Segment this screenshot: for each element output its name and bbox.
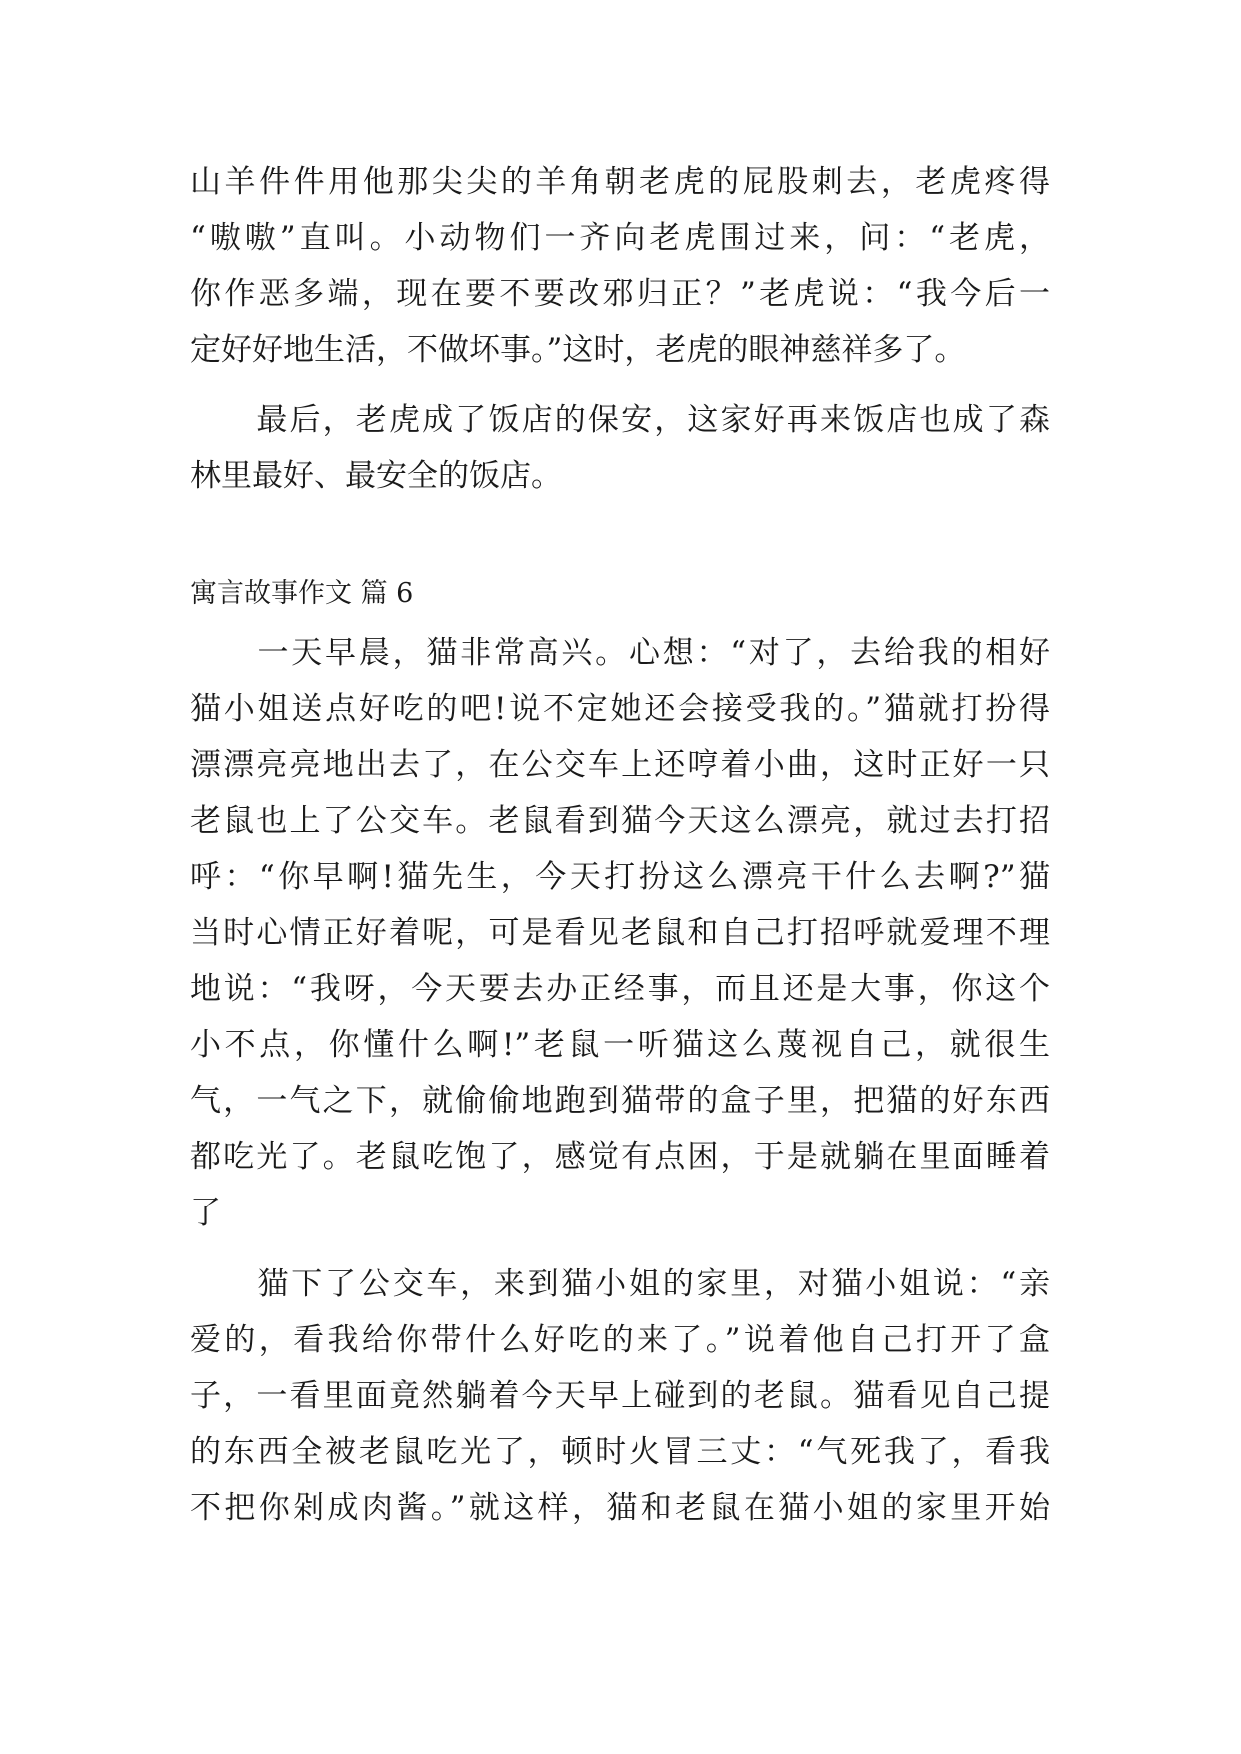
section-heading: 寓言故事作文 篇 6: [190, 578, 414, 609]
text-line: 地说：“我呀，今天要去办正经事，而且还是大事，你这个: [190, 971, 1050, 1007]
text-line: 你作恶多端，现在要不要改邪归正？”老虎说：“我今后一: [190, 276, 1050, 312]
text-line: 老鼠也上了公交车。老鼠看到猫今天这么漂亮，就过去打招: [190, 803, 1050, 839]
text-line: 子，一看里面竟然躺着今天早上碰到的老鼠。猫看见自己提: [190, 1378, 1050, 1414]
text-line: 猫小姐送点好吃的吧!说不定她还会接受我的。”猫就打扮得: [190, 691, 1050, 727]
text-line: 猫下了公交车，来到猫小姐的家里，对猫小姐说：“亲: [190, 1266, 1050, 1302]
text-line: 山羊件件用他那尖尖的羊角朝老虎的屁股刺去，老虎疼得: [190, 164, 1050, 200]
text-line: 定好好地生活，不做坏事。”这时，老虎的眼神慈祥多了。: [190, 332, 966, 368]
text-line: 当时心情正好着呢，可是看见老鼠和自己打招呼就爱理不理: [190, 915, 1050, 951]
text-line: 都吃光了。老鼠吃饱了，感觉有点困，于是就躺在里面睡着: [190, 1139, 1050, 1175]
text-line: 不把你剁成肉酱。”就这样，猫和老鼠在猫小姐的家里开始: [190, 1490, 1050, 1526]
text-line: 小不点，你懂什么啊!”老鼠一听猫这么蔑视自己，就很生: [190, 1027, 1050, 1063]
text-line: 林里最好、最安全的饭店。: [190, 458, 562, 494]
text-line: 一天早晨，猫非常高兴。心想：“对了，去给我的相好: [190, 635, 1050, 671]
text-line: “嗷嗷”直叫。小动物们一齐向老虎围过来，问：“老虎，: [190, 220, 1050, 256]
text-line: 呼：“你早啊!猫先生，今天打扮这么漂亮干什么去啊?”猫: [190, 859, 1050, 895]
text-line: 最后，老虎成了饭店的保安，这家好再来饭店也成了森: [190, 402, 1050, 438]
text-line: 了: [190, 1195, 221, 1231]
text-line: 气，一气之下，就偷偷地跑到猫带的盒子里，把猫的好东西: [190, 1083, 1050, 1119]
text-line: 爱的，看我给你带什么好吃的来了。”说着他自己打开了盒: [190, 1322, 1050, 1358]
text-line: 漂漂亮亮地出去了，在公交车上还哼着小曲，这时正好一只: [190, 747, 1050, 783]
text-line: 的东西全被老鼠吃光了，顿时火冒三丈：“气死我了，看我: [190, 1434, 1050, 1470]
